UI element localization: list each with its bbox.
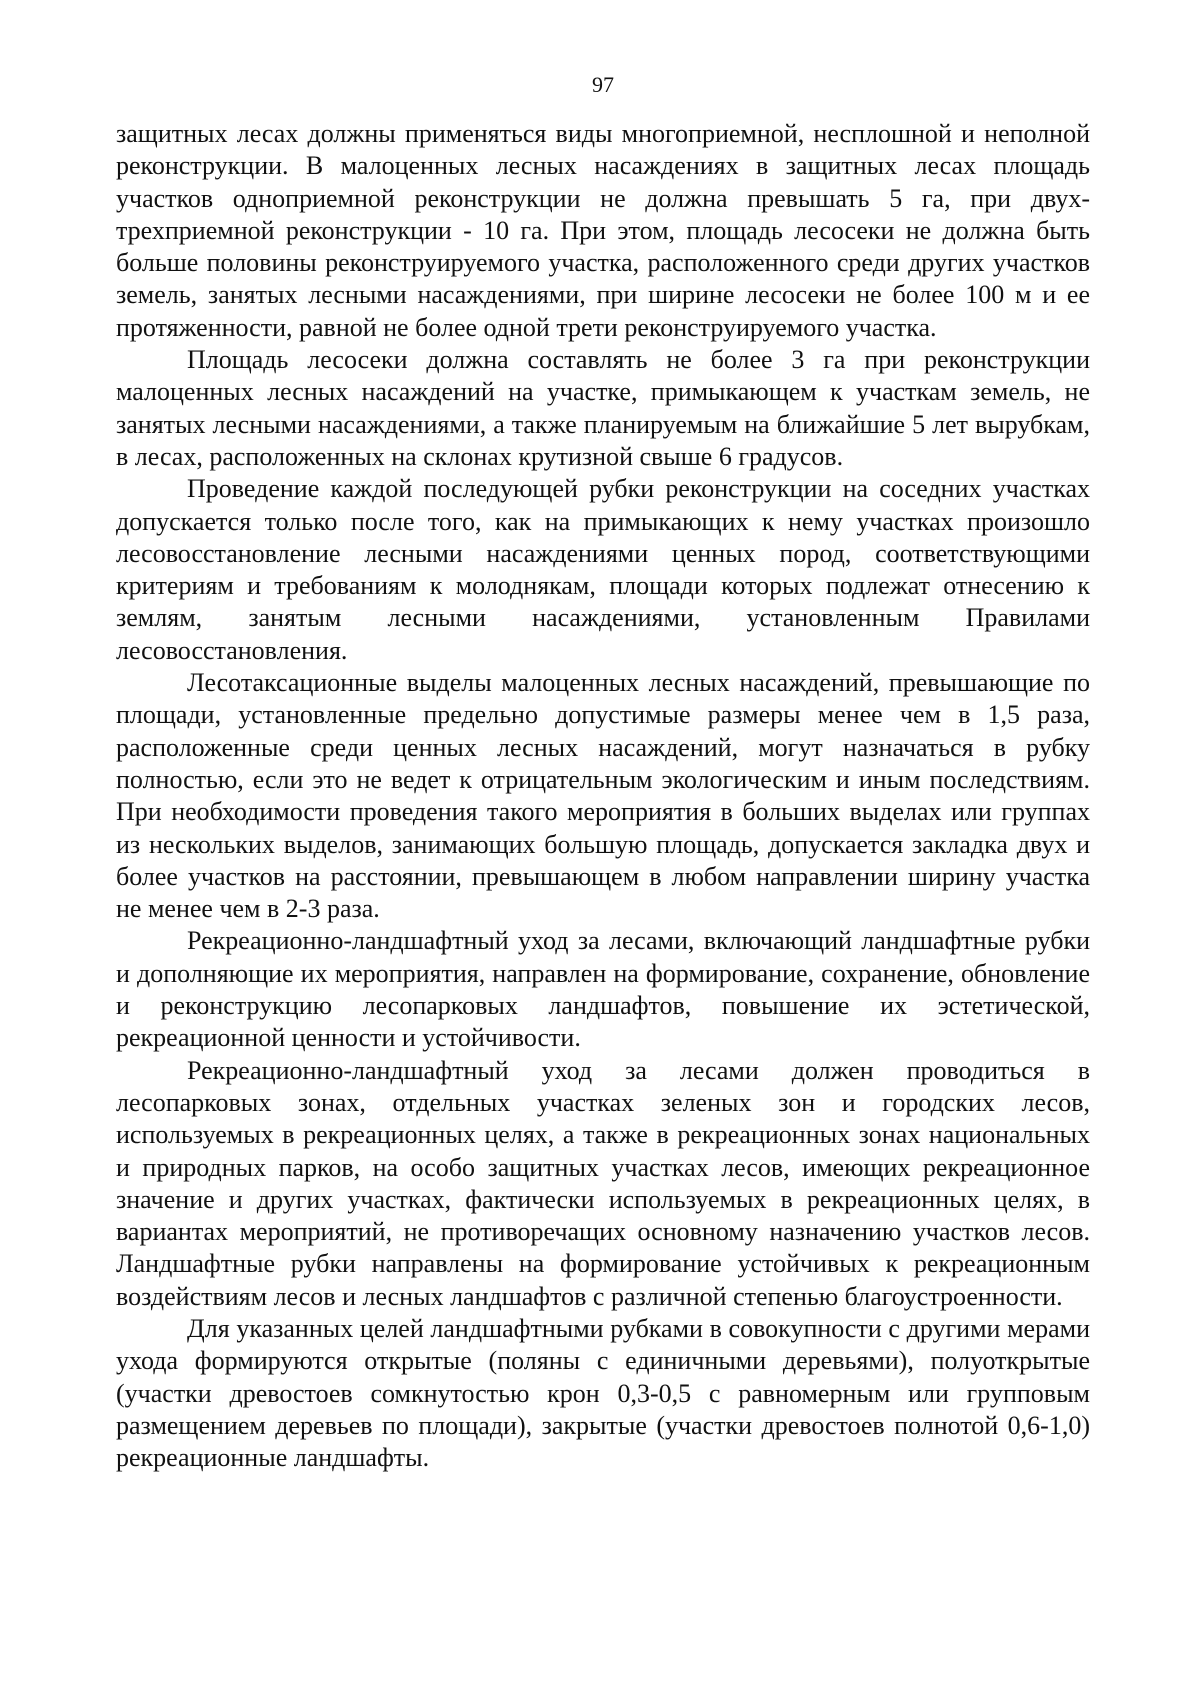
paragraph: Площадь лесосеки должна составлять не более 3 га при реконструкции малоценных лесных насаждений на участке, примыкающем к участкам земель, не занятых лесными насаждениями, а также планируемым на ближайшие 5 лет вырубкам, в лесах, расположенных на склонах крутизной свыше 6 градусов. (116, 345, 1090, 471)
paragraph: Для указанных целей ландшафтными рубками в совокупности с другими мерами ухода формируются открытые (поляны с единичными деревьями), полуоткрытые (участки древостоев сомкнутостью крон 0,3-0,5 с равномерным или групповым размещением деревьев по площади), закрытые (участки древостоев полнотой 0,6-1,0) рекреационные ландшафты. (116, 1313, 1090, 1473)
paragraph-continued: защитных лесах должны применяться виды многоприемной, несплошной и неполной реконструкции. В малоценных лесных насаждениях в защитных лесах площадь участков одноприемной реконструкции не должна превышать 5 га, при двух-трехприемной реконструкции - 10 га. При этом, площадь лесосеки не должна быть больше половины реконструируемого участка, расположенного среди других участков земель, занятых лесными насаждениями, при ширине лесосеки не более 100 м и ее протяженности, равной не более одной трети реконструируемого участка. (116, 119, 1090, 342)
paragraph: Рекреационно-ландшафтный уход за лесами, включающий ландшафтные рубки и дополняющие их мероприятия, направлен на формирование, сохранение, обновление и реконструкцию лесопарковых ландшафтов, повышение их эстетической, рекреационной ценности и устойчивости. (116, 926, 1090, 1053)
paragraph: Рекреационно-ландшафтный уход за лесами должен проводиться в лесопарковых зонах, отдельных участках зеленых зон и городских лесов, используемых в рекреационных целях, а также в рекреационных зонах национальных и природных парков, на особо защитных участках лесов, имеющих рекреационное значение и других участках, фактически используемых в рекреационных целях, в вариантах мероприятий, не противоречащих основному назначению участков лесов. Ландшафтные рубки направлены на формирование устойчивых к рекреационным воздействиям лесов и лесных ландшафтов с различной степенью благоустроенности. (116, 1055, 1090, 1311)
paragraph: Лесотаксационные выделы малоценных лесных насаждений, превышающие по площади, установленные предельно допустимые размеры менее чем в 1,5 раза, расположенные среди ценных лесных насаждений, могут назначаться в рубку полностью, если это не ведет к отрицательным экологическим и иным последствиям. При необходимости проведения такого мероприятия в больших выделах или группах из нескольких выделов, занимающих большую площадь, допускается закладка двух и более участков на расстоянии, превышающем в любом направлении ширину участка не менее чем в 2-3 раза. (116, 668, 1090, 924)
page-number: 97 (592, 72, 614, 97)
document-body (116, 118, 1090, 1474)
paragraph: Проведение каждой последующей рубки реконструкции на соседних участках допускается только после того, как на примыкающих к нему участках произошло лесовосстановление лесными насаждениями ценных пород, соответствующими критериям и требованиям к молоднякам, площади которых подлежат отнесению к землям, занятым лесными насаждениями, установленным Правилами лесовосстановления. (116, 474, 1090, 665)
document-page (116, 64, 1090, 1664)
